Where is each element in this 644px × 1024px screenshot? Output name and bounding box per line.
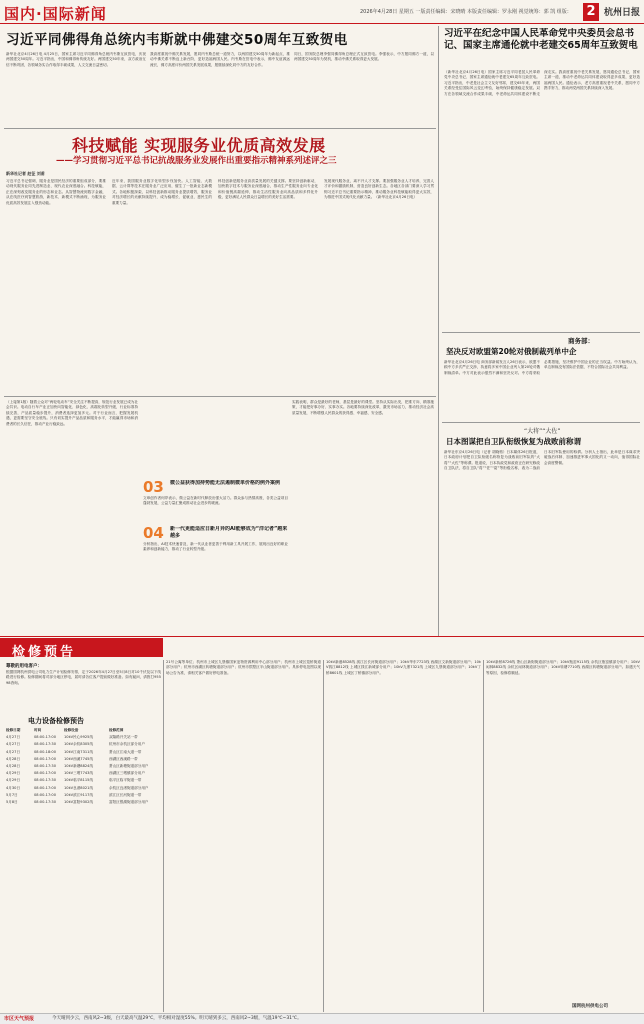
cell-device: 10kV余杭8305线 [64,742,94,747]
column-divider [163,660,164,1012]
mid-left-text: 随着公众对“两轮电动车”安全关注不断提高，规范行业发展已成为社会共识。电动自行车产业正加快向智能化、绿色化、高端化转型升级，行业标准持续完善，产品质量稳步提升，消费者选择更加多元。对于行业而言，把握发展机遇，更需要坚守安全底线。只有切实提升产品品质和服务水平，才能赢得市场和消费者的长久信任，推动产业行稳致远。 [6,400,138,426]
japan-quote-head: “大将”“大佐” [524,428,561,435]
cell-date: 4月29日 [6,778,21,783]
cell-device: 10kV临平8115线 [64,778,94,783]
mid-center-body: 实践表明，群众是最好的老师，基层是最好的课堂。坚持从实际出发，把准方向、精准施策，才能把好事办好、实事办实。各地要持续深化改革，激发市场活力，推动经济社会高质量发展，不断增强人民群众的获得感、幸福感、安全感。 [292,400,434,415]
lead-body-left: 新华社北京4月26日电 4月25日，国家主席习近平同佛得角总统内韦斯互致贺电，庆祝两国建交50周年。习近平指出，中国和佛得角传统友好。两国建交50年来，双方政治互信不断巩固，各领域务实合作取得丰硕成果，人文交流日益密切。 [6,52,146,67]
section-title: 国内·国际新闻 [4,5,107,23]
table-row [6,757,161,762]
bullet-number-3: 03 [143,478,164,496]
bullet-number-4: 04 [143,524,164,542]
mid-left-body [6,400,138,634]
cell-date: 4月29日 [6,771,21,776]
page-number: 2 [583,3,599,21]
col-header-device: 检修设备 [64,728,79,732]
cell-scope: 双隆路开关站一带 [109,735,138,740]
cell-scope: 萧山区江南大道一带 [109,749,142,754]
cell-device: 10kV富阳9302线 [64,800,94,805]
table-row [6,786,161,791]
right-lead-body: （新华社北京4月26日电）国家主席习近平同老挝人民革命党中央总书记、国家主席通伦就中老建交65周年互致贺电。习近平指出，中老是社会主义友好邻邦，建交65年来，两国关系经受住国际风云变幻考验，始终保持健康稳定发展。双方在各领域交流合作成果丰硕，中老命运共同体建设不断走深走实。我高度重视中老关系发展，愿同通伦总书记、国家主席一道，推动中老命运共同体建设取得更多成果，更好造福两国人民。通伦表示，老方高度重视老中关系，愿同中方携手努力，推动两党两国关系持续深入发展。 [444,70,640,96]
inspection-col-2: 21号公寓等单位；杭州市上城区九堡镇国家宠物资源利用中心部分用户；杭州市上城区笕桥街道部分用户；杭州市西湖区转塘街道部分用户；杭州市拱墅区半山街道部分用户。具体停电范围以现场公告为准，请相关客户做好停电准备。 [166,660,321,675]
cell-date: 4月27日 [6,742,21,747]
feature-col-2: 近年来，我国服务业数字化转型步伐加快。人工智能、大数据、云计算等技术在服务业广泛应用，催生了一批新业态新模式。各地积极探索，以科技创新推动服务业提质增效，服务业对经济增长的贡献持续提升，成为稳增长、促就业、惠民生的重要力量。 [112,179,212,205]
cell-scope: 余杭区良渚街道部分用户 [109,785,149,790]
commerce-body: 新华社北京4月26日电 商务部新闻发言人26日表示，欧盟不顾中方多次严正交涉，执意将多家中国企业列入第20轮对俄制裁清单。中方对此表示强烈不满和坚决反对。中方将采取必要措施，坚决维护中国企业的正当权益。中方始终认为，单边制裁没有国际法依据，不符合国际社会共同利益。 [444,360,640,375]
inspection-subtitle: 电力设备检修预告 [28,717,84,725]
notice-body: 根据国网杭州供电公司电力生产计划检修安排，定于2026年4月27日至5月8日对10千伏及以下线路进行检修。检修期间将对部分地区停电，届时请各位客户提前做好准备。如有疑问，请拨打95598咨询。 [6,670,161,685]
cell-date: 4月28日 [6,756,21,761]
notice-head: 尊敬的用电客户： [6,664,42,669]
feature-col-4: 发展现代服务业，离不开人才支撑。要加强服务业人才培养，完善人才评价和激励机制，营造良好创新生态。各地区各部门要深入学习贯彻习近平总书记重要指示精神，推动服务业科技赋能取得更大实效，为推进中国式现代化贡献力量。（新华社北京4月26日电） [324,179,434,200]
table-row [6,778,161,783]
cell-time: 08:00-17:00 [34,792,57,797]
table-header [6,728,161,733]
cell-scope: 西湖区三墩镇部分用户 [109,771,145,776]
commerce-headline: 坚决反对欧盟第20轮对俄制裁列单中企 [446,347,577,356]
cell-device: 10kV三墩7743线 [64,771,94,776]
inspection-table [6,728,161,1010]
japan-headline: 日本图谋把自卫队衔级恢复为战败前称谓 [446,437,581,446]
column-divider [323,660,324,1012]
cell-date: 4月28日 [6,764,21,769]
cell-time: 08:00-17:00 [34,785,57,790]
header-info: 2026年4月28日 星期五 一版责任编辑：宋晓晴 本版责任编辑：罗永刚 视觉统筹：郭 凯 组版： [360,9,572,15]
lead-headline: 习近平同佛得角总统内韦斯就中佛建交50周年互致贺电 [6,32,348,48]
cell-scope: 滨江区长河街道一带 [109,792,142,797]
cell-scope: 杭州市余杭区部分用户 [109,742,145,747]
cell-date: 4月27日 [6,735,21,740]
inspection-col-4: 10kV新桥8726线 萧山区新街街道部分用户；10kV瓶窑9115线 余杭区瓶窑镇部分用户；10kV闲林8832线 余杭区闲林街道部分用户；10kV转塘7710线 西湖区转塘街道部分用户。如遇天气等原因，检修将顺延。 [486,660,640,675]
cell-scope: 西湖区西溪路一带 [109,756,138,761]
table-row [6,800,161,805]
commerce-label: 商务部： [568,337,594,345]
col-header-time: 时间 [34,728,42,732]
divider [442,332,640,333]
bullet-3-head: 微公益获得加持势能无法遏制微单价格的例外案例 [170,480,281,486]
table-row [6,735,161,740]
column-divider [438,26,439,636]
cell-device: 10kV西溪7745线 [64,756,94,761]
table-row [6,750,161,755]
cell-date: 4月27日 [6,749,21,754]
cell-device: 10kV民心9925线 [64,735,94,740]
table-row [6,793,161,798]
cell-date: 4月30日 [6,785,21,790]
col-header-date: 检修日期 [6,728,21,732]
cell-date: 5月7日 [6,792,18,797]
cell-device: 10kV江南7311线 [64,749,94,754]
cell-device: 10kV新塘8824线 [64,764,94,769]
divider [4,128,436,129]
cell-time: 08:00-17:30 [34,764,57,769]
cell-time: 08:00-17:00 [34,771,57,776]
table-row [6,764,161,769]
lead-body-mid: 我高度重视中佛关系发展，愿同内韦斯总统一道努力，以两国建交50周年为新起点，推动中佛关系不断迈上新台阶，更好造福两国人民。内韦斯在贺电中表示，佛中友谊源远流长，佛方高度评价两国关系发展成果，愿继续深化同中方的友好合作。 [150,52,290,67]
table-row [6,771,161,776]
cell-time: 08:00-17:30 [34,800,57,805]
right-lead-headline: 习近平在纪念中国人民革命党中央委员会总书记、国家主席通伦就中老建交65周年互致贺电 [444,28,638,51]
cell-time: 08:00-17:30 [34,778,57,783]
inspection-title: 检修预告 [12,645,77,660]
cell-time: 08:00-17:00 [34,756,57,761]
cell-scope: 临平区临平街道一带 [109,778,142,783]
feature-byline: 新华社记者 赵征 刘甫 [6,171,45,176]
feature-col-3: 科技创新是服务业高质量发展的关键支撑。要坚持创新驱动，加快数字技术与服务业深度融合，推动生产性服务业向专业化和价值链高端延伸，推动生活性服务业向高品质和多样化升级，更好满足人民群众日益增长的美好生活需要。 [218,179,318,200]
bullet-3-body: 文章创作者何岸表示，微公益在新时代释放出强大活力。群众参与热情高涨，各类公益项目蓬勃发展，公益力量汇聚成推动社会进步的暖流。 [143,496,288,506]
lead-body-right: 同日，国务院总理李强同佛得角总理正式互致贺电。李强表示，中方愿同佛方一道，以两国建交50周年为契机，推动中佛关系取得更大发展。 [294,52,434,62]
cell-time: 08:00-17:00 [34,735,57,740]
bullet-4-head: 新一代更能适应日新月异的AI能够成为“洋记者”越来越多 [170,526,288,539]
cell-time: 08:00-17:30 [34,742,57,747]
cell-scope: 富阳区银湖街道部分用户 [109,800,149,805]
inspection-signature: 国网杭州供电公司 [572,1004,608,1009]
cell-date: 5月8日 [6,800,18,805]
cell-time: 08:00-18:00 [34,749,57,754]
feature-subheadline: ——学习贯彻习近平总书记抗战服务业发展作出重要指示精神系列述评之三 [56,156,337,166]
feature-col-1: 习近平总书记强调，服务业是国民经济的重要组成部分，要推动现代服务业同先进制造业、现代农业深度融合。科技赋能，正在深刻改变服务业的形态和业态。从智慧物流到数字金融，从在线医疗到智慧旅游，新技术、新模式不断涌现，为服务业优质高效发展注入强劲动能。 [6,179,106,205]
inspection-col-3: 10kV新港8528线 滨江区长河街道部分用户；10kV华东7723线 西湖区文新街道部分用户；10kV钱江8812线 上城区钱江新城部分用户；10kV九堡7321线 上城区九堡街道部分用户；10kV丁桥8601线 上城区丁桥镇部分用户。 [326,660,481,675]
newspaper-brand: 杭州日报 [604,8,641,18]
column-divider [483,660,484,1012]
japan-body: 新华社东京4月26日电（记者 胡晓格）日本媒体26日报道，日本政府计划把自卫队衔级名称恢复为战败前旧军队的“大将”“大佐”等称谓。报道说，日本执政党和政府正在研究修改自卫队法，将自卫队“将”“佐”“尉”等衔级名称，改为二战前日本旧军队使用的称谓。分析人士指出，此举是日本谋求突破战后体制、加速推进军事大国化的又一动向，值得国际社会高度警惕。 [444,450,640,471]
cell-scope: 萧山区新塘街道部分用户 [109,764,149,769]
divider [0,636,644,637]
cell-device: 10kV滨江9117线 [64,792,94,797]
divider [442,422,640,423]
feature-headline: 科技赋能 实现服务业优质高效发展 [72,136,326,155]
cell-device: 10kV良渚8021线 [64,785,94,790]
divider [4,396,436,397]
table-body [6,735,161,805]
weather-text: 今天晴到少云，西南风2~3级，白天最高气温29℃，平均相对湿度55%。明天晴到多云，西南风2~3级，气温19℃~31℃。 [52,1016,302,1021]
mid-left-intro: （上接第1版） [6,400,30,404]
table-row [6,742,161,747]
bullet-4-body: 分析指出，AI技术快速普及，新一代从业者更善于利用新工具开展工作，展现出良好的职业素养和创新能力，推动了行业转型升级。 [143,542,288,552]
weather-label: 市区天气预报 [4,1016,35,1022]
col-header-scope: 检修范围 [109,728,124,732]
